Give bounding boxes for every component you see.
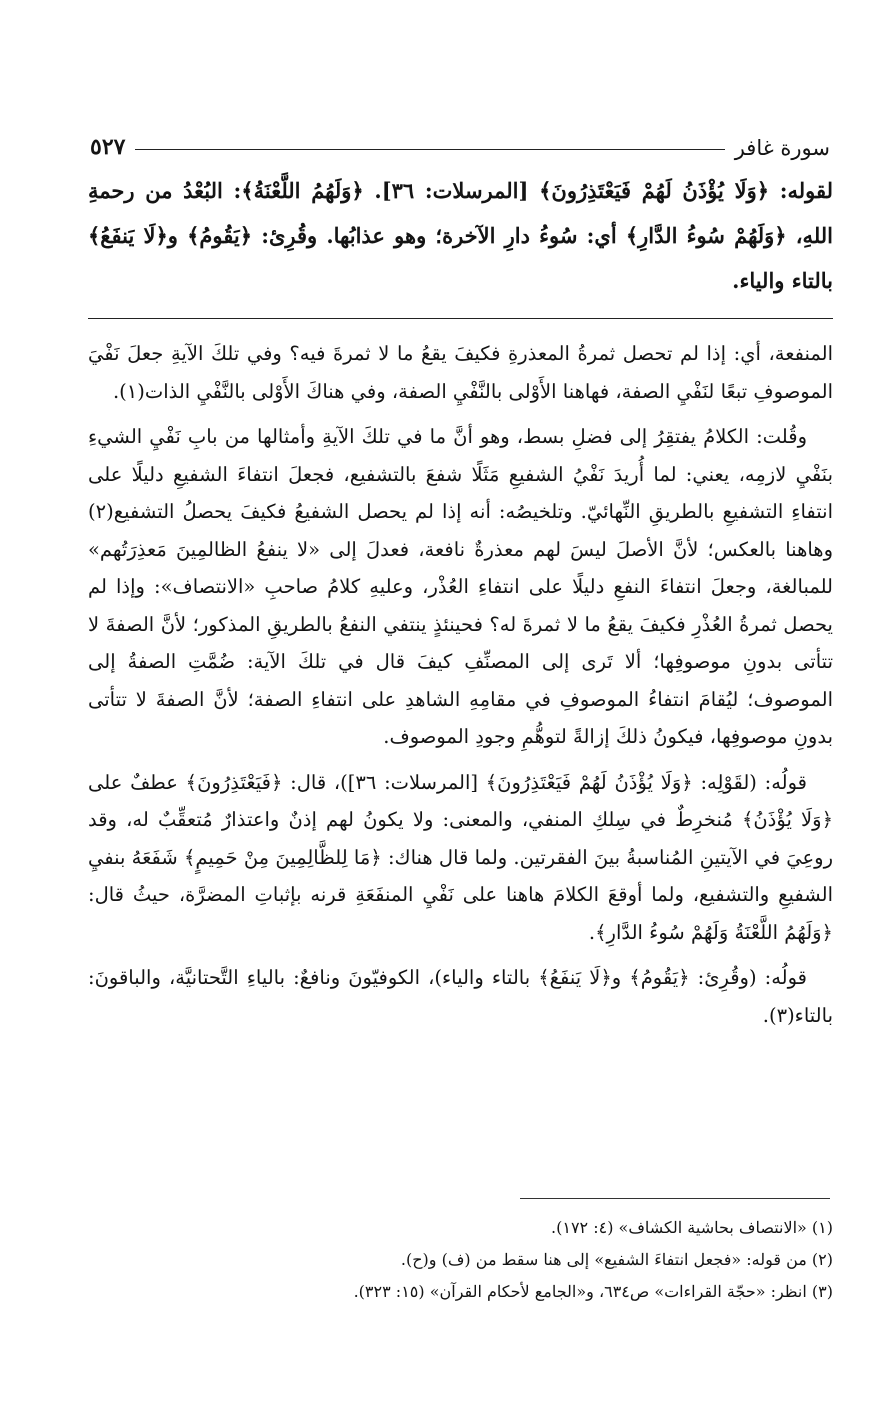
footnote-separator (520, 1198, 830, 1199)
surah-title: سورة غافر (734, 136, 830, 160)
commentary-paragraph: المنفعة، أي: إذا لم تحصل ثمرةُ المعذرةِ فكيفَ يقعُ ما لا ثمرةَ فيه؟ وفي تلكَ الآيةِ جعلَ نَفْيَ الموصوفِ تبعًا لنَفْيِ الصفة، فهاهنا الأَوْلى بالنَّفْيِ الصفة، وفي هناكَ الأَوْلى بالنَّفْيِ الذات(١). (88, 342, 833, 403)
page-number: ٥٢٧ (90, 134, 126, 160)
commentary-paragraph: قولُه: (وقُرِئ: ﴿يَقُومُ﴾ و﴿لَا يَنفَعُ﴾ بالتاء والياء)، الكوفيّونَ ونافعٌ: بالياءِ التَّحتانيَّة، والباقونَ: بالتاء(٣). (88, 966, 833, 1027)
header-rule (135, 149, 724, 150)
page-header (90, 120, 830, 160)
footnote-item: (١) «الانتصاف بحاشية الكشاف» (٤: ١٧٢). (551, 1218, 833, 1237)
commentary-paragraph: وقُلت: الكلامُ يفتقِرُ إلى فضلِ بسط، وهو أنَّ ما في تلكَ الآيةِ وأمثالها من بابِ نَفْيِ الشيءِ بنَفْيِ لازمِه، يعني: لما أُريدَ نَفْيُ الشفيعِ مَثَلًا شفعَ بالتشفيع، فجعلَ انتفاءَ الشفيعِ دليلًا على انتفاءِ التشفيعِ بالطريقِ النِّهائيّ. وتلخيصُه: أنه إذا لم يحصل الشفيعُ فكيفَ يحصلُ التشفيع(٢) وهاهنا بالعكس؛ لأنَّ الأصلَ ليسَ لهم معذرةٌ نافعة، فعدلَ إلى «لا ينفعُ الظالمِينَ مَعذِرَتُهم» للمبالغة، وجعلَ انتفاءَ النفعِ دليلًا على انتفاءِ العُذْر، وعليهِ كلامُ صاحبِ «الانتصاف»: وإذا لم يحصل ثمرةُ العُذْرِ فكيفَ يقعُ ما لا ثمرةَ له؟ فحينئذٍ ينتفي النفعُ بالطريقِ المذكور؛ لأنَّ الصفةَ لا تتأتى بدونِ موصوفِها؛ ألا تَرى إلى المصنِّفِ كيفَ قال في تلكَ الآية: ضُمَّتِ الصفةُ إلى الموصوف؛ ليُقامَ انتفاءُ الموصوفِ في مقامِهِ الشاهدِ على انتفاءِ الصفة؛ لأنَّ الصفةَ لا تتأتى بدونِ موصوفِها، فيكونُ ذلكَ إزالةً لتوهُّمِ وجودِ الموصوف. (88, 425, 833, 748)
footnote-item: (٢) من قوله: «فجعل انتفاءَ الشفيع» إلى هنا سقط من (ف) و(ح). (400, 1250, 833, 1269)
matn-divider (88, 318, 833, 319)
commentary-paragraph: قولُه: (لقَوْلِه: ﴿وَلَا يُؤْذَنُ لَهُمْ فَيَعْتَذِرُونَ﴾ [المرسلات: ٣٦])، قال: ﴿فَيَعْتَذِرُونَ﴾ عطفٌ على ﴿وَلَا يُؤْذَنُ﴾ مُنخرِطٌ في سِلكِ المنفي، والمعنى: ولا يكونُ لهم إذنٌ واعتذارٌ مُتعقِّبٌ له، وقد روعِيَ في الآيتينِ المُناسبةُ بينَ الفقرتين. ولما قال هناك: ﴿مَا لِلظَّالِمِينَ مِنْ حَمِيمٍ﴾ شَفَعَهُ بنفيِ الشفيعِ والتشفيع، ولما أوقعَ الكلامَ هاهنا على نَفْيِ المنفَعَةِ قرنه بإثباتِ المضرَّة، حيثُ قال: ﴿وَلَهُمُ اللَّعْنَةُ وَلَهُمْ سُوءُ الدَّارِ﴾. (88, 770, 833, 944)
footnotes (88, 1212, 833, 1308)
matn-text: لقوله: ﴿وَلَا يُؤْذَنُ لَهُمْ فَيَعْتَذِرُونَ﴾ [المرسلات: ٣٦]. ﴿وَلَهُمُ اللَّعْنَةُ﴾: البُعْدُ من رحمةِ اللهِ، ﴿وَلَهُمْ سُوءُ الدَّارِ﴾ أي: سُوءُ دارِ الآخرة؛ وهو عذابُها. وقُرِئ: ﴿يَقُومُ﴾ و﴿لَا يَنفَعُ﴾ بالتاء والياء. (88, 178, 833, 293)
footnote-item: (٣) انظر: «حجّة القراءات» ص٦٣٤، و«الجامع لأحكام القرآن» (١٥: ٣٢٣). (353, 1282, 833, 1301)
commentary-body (88, 335, 833, 1042)
